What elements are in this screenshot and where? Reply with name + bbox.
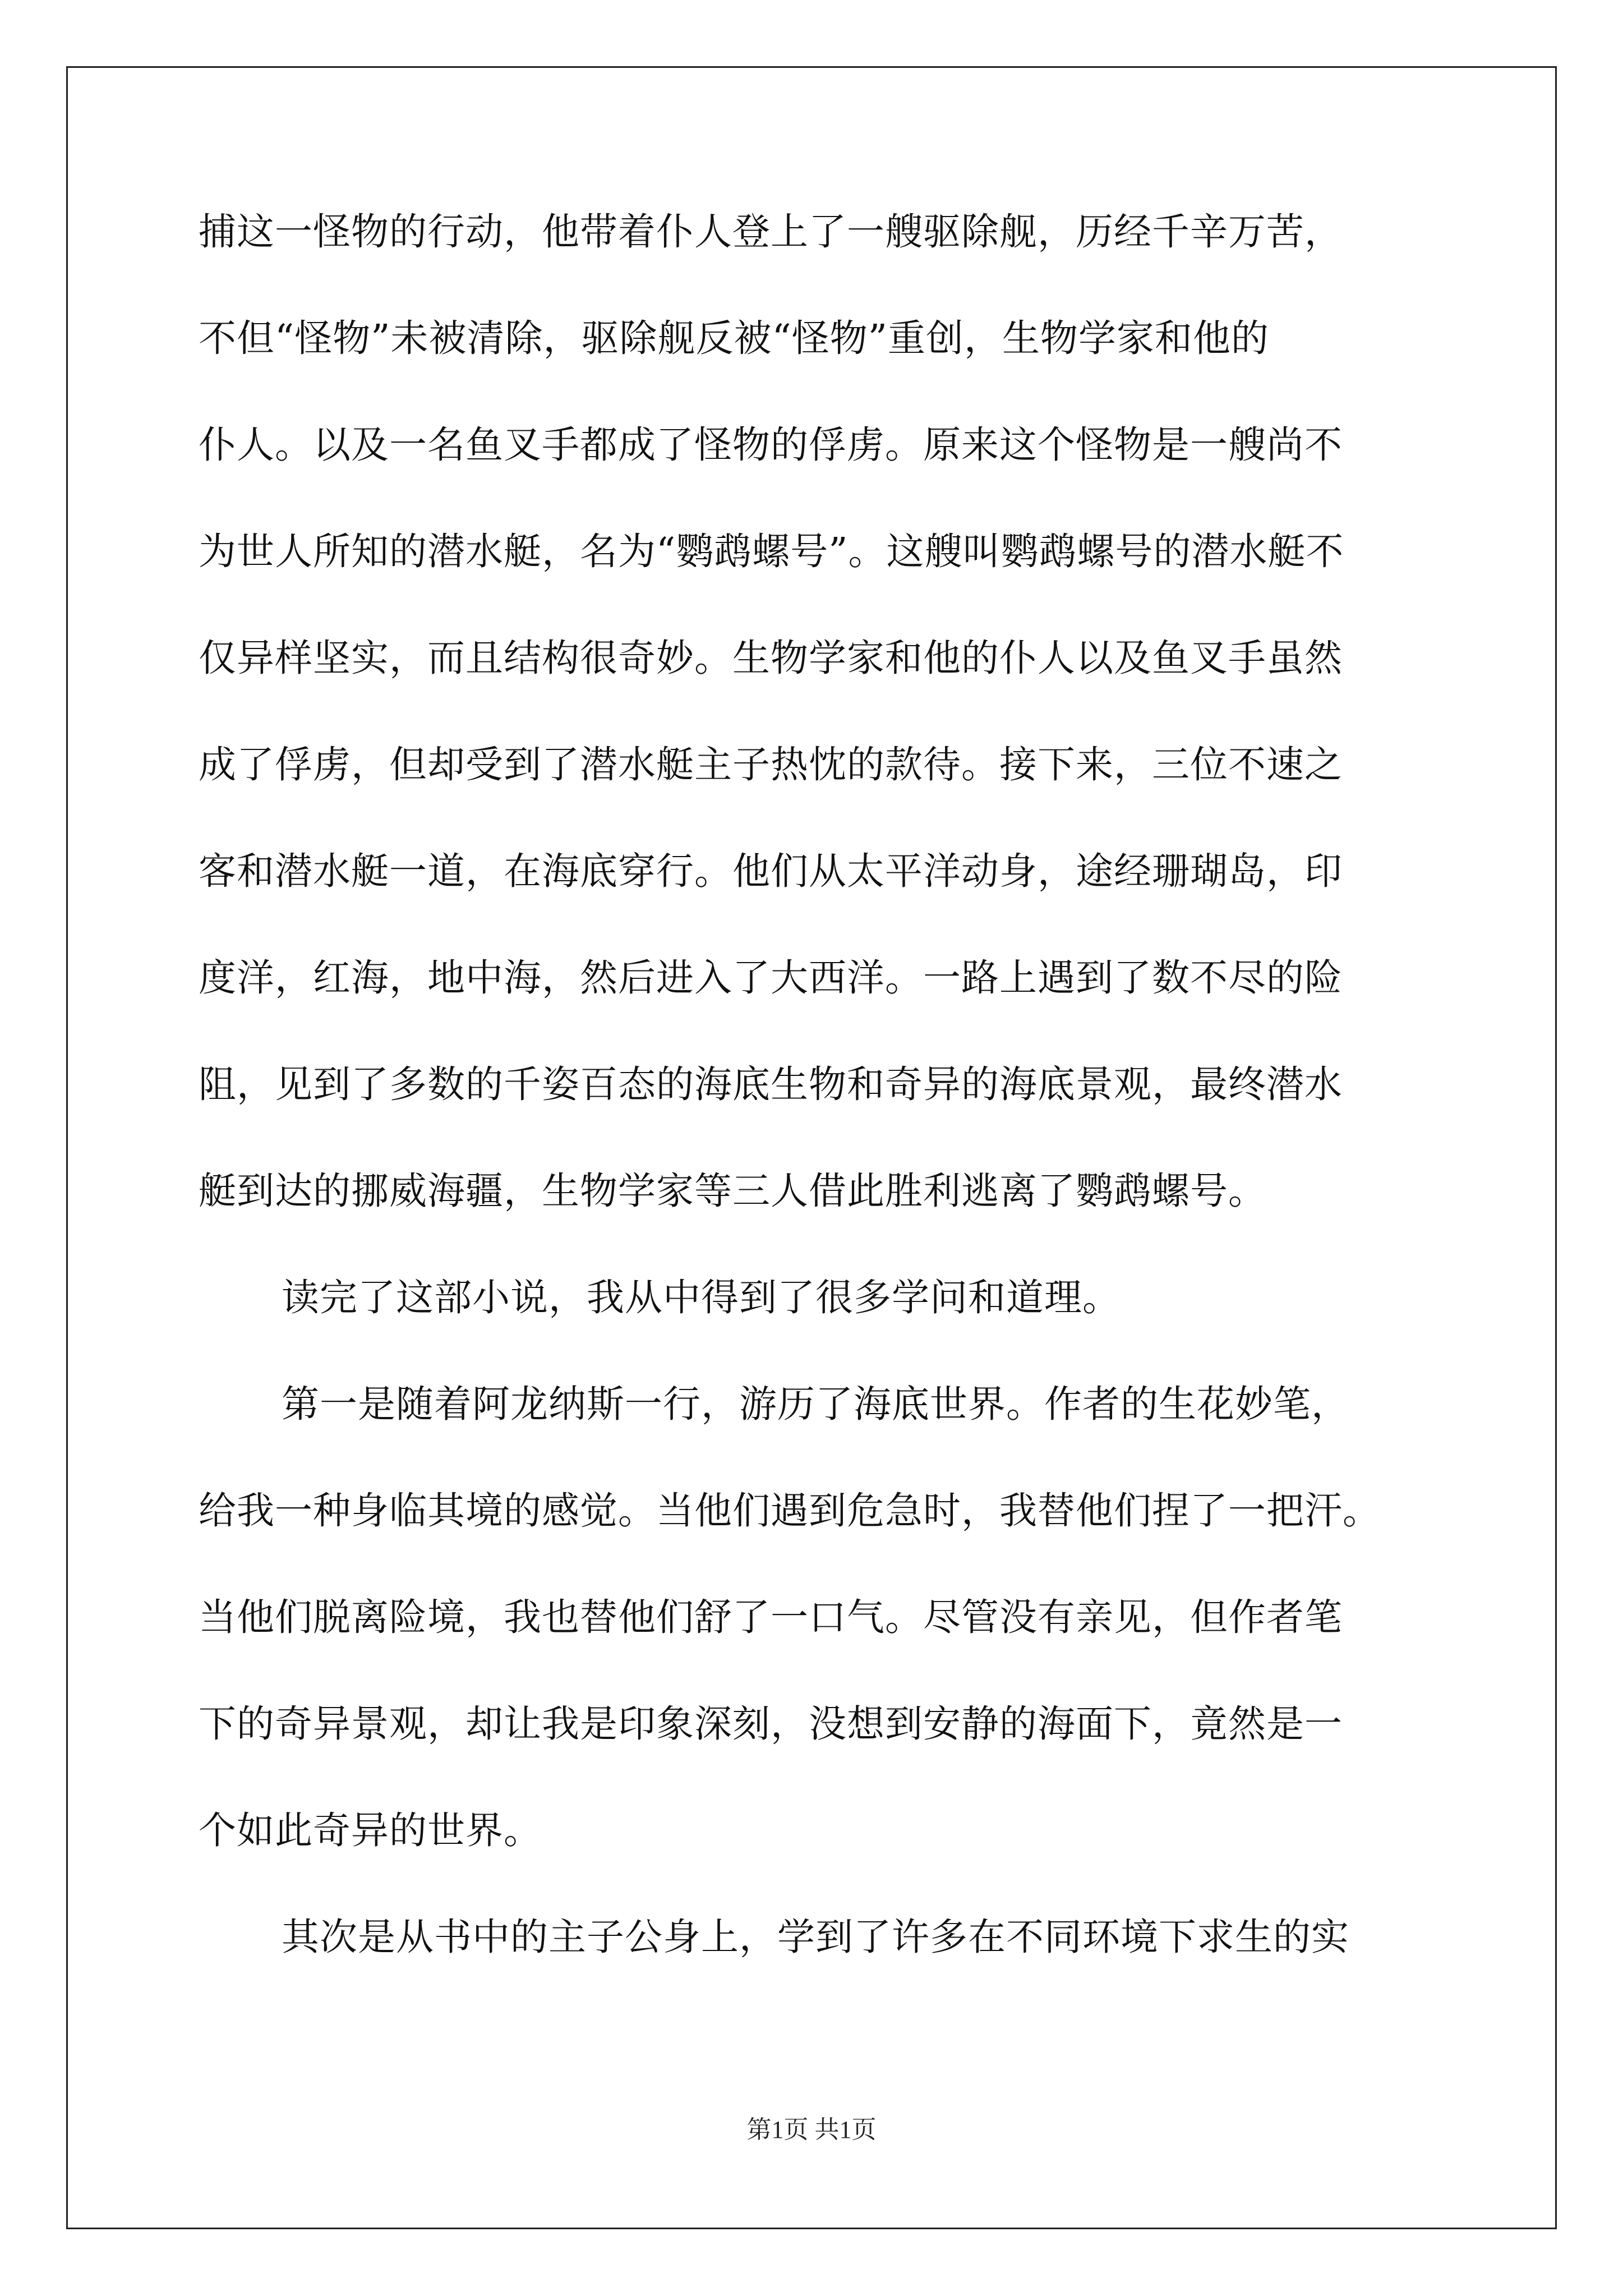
paragraph-start-line: 读完了这部小说，我从中得到了很多学问和道理。 bbox=[282, 1276, 1121, 1319]
text-line: 客和潜水艇一道，在海底穿行。他们从太平洋动身，途经珊瑚岛，印 bbox=[199, 849, 1343, 893]
text-line: 度洋，红海，地中海，然后进入了大西洋。一路上遇到了数不尽的险 bbox=[199, 956, 1343, 1000]
text-line: 成了俘虏，但却受到了潜水艇主子热忱的款待。接下来，三位不速之 bbox=[199, 743, 1343, 786]
text-line: 捕这一怪物的行动，他带着仆人登上了一艘驱除舰，历经千辛万苦， bbox=[199, 210, 1343, 254]
paragraph-start-line: 第一是随着阿龙纳斯一行，游历了海底世界。作者的生花妙笔， bbox=[282, 1382, 1349, 1426]
text-line: 仅异样坚实，而且结构很奇妙。生物学家和他的仆人以及鱼叉手虽然 bbox=[199, 636, 1343, 680]
text-line: 阻，见到了多数的千姿百态的海底生物和奇异的海底景观，最终潜水 bbox=[199, 1062, 1343, 1106]
text-line: 为世人所知的潜水艇，名为“鹦鹉螺号”。这艘叫鹦鹉螺号的潜水艇不 bbox=[199, 530, 1344, 573]
text-line: 当他们脱离险境，我也替他们舒了一口气。尽管没有亲见，但作者笔 bbox=[199, 1595, 1343, 1639]
text-line: 仆人。以及一名鱼叉手都成了怪物的俘虏。原来这个怪物是一艘尚不 bbox=[199, 423, 1343, 467]
text-line: 给我一种身临其境的感觉。当他们遇到危急时，我替他们捏了一把汗。 bbox=[199, 1489, 1381, 1533]
text-line: 下的奇异景观，却让我是印象深刻，没想到安静的海面下，竟然是一 bbox=[199, 1702, 1343, 1746]
text-line: 艇到达的挪威海疆，生物学家等三人借此胜利逃离了鹦鹉螺号。 bbox=[199, 1169, 1266, 1213]
text-line: 个如此奇异的世界。 bbox=[199, 1809, 542, 1852]
text-line: 不但“怪物”未被清除，驱除舰反被“怪物”重创，生物学家和他的 bbox=[199, 316, 1270, 360]
paragraph-start-line: 其次是从书中的主子公身上，学到了许多在不同环境下求生的实 bbox=[282, 1915, 1349, 1959]
document-body bbox=[199, 210, 1438, 2025]
page-footer: 第1页 共1页 bbox=[746, 2116, 877, 2143]
